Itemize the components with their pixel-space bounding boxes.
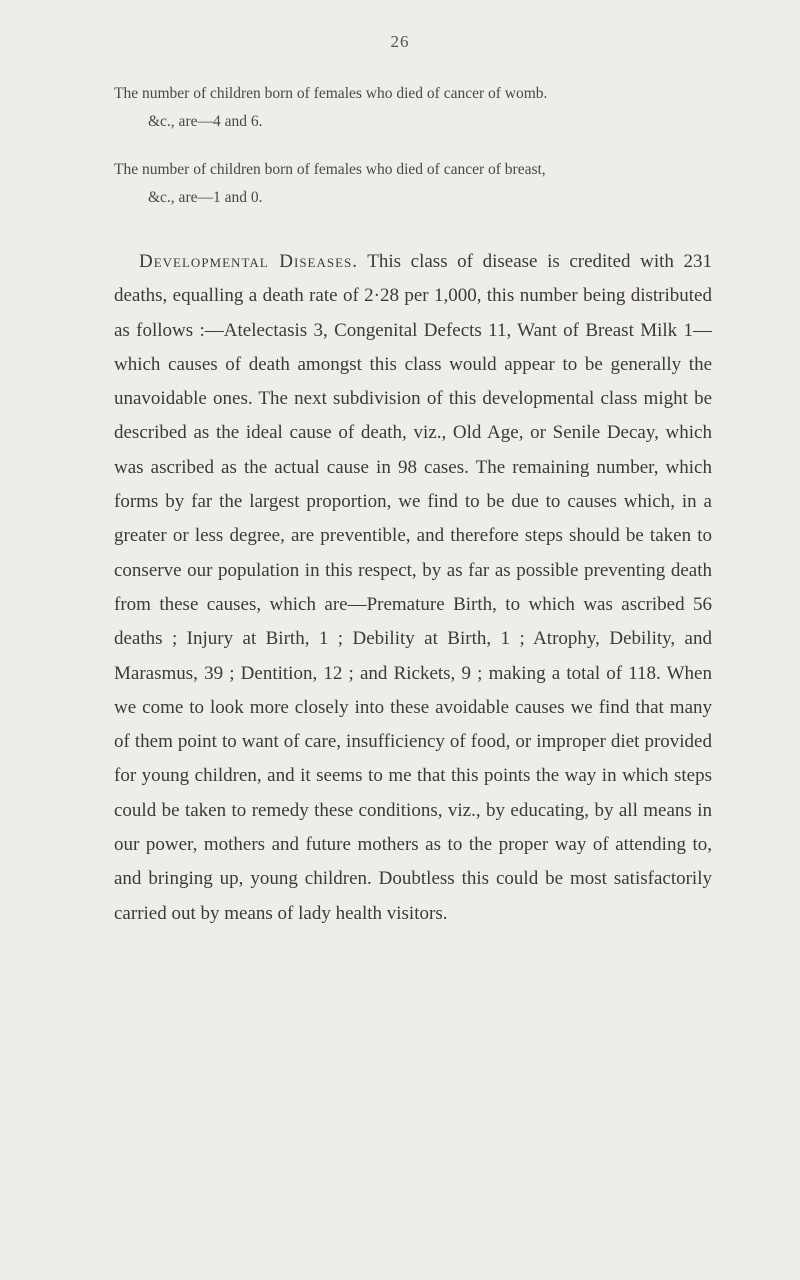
paragraph-text: This class of disease is credited with 231 deaths, equalling a death rate of 2·28 per 1,000, this number being distributed as follows :—Atelectasis 3, Congenital Defects 11, Want of Breast Milk 1—which causes of death amongst this class would appear to be generally the unavoidable ones. The next subdivision of this developmental class might be described as the ideal cause of death, viz., Old Age, or Senile Decay, which was ascribed as the actual cause in 98 cases. The remaining number, which forms by far the largest proportion, we find to be due to causes which, in a greater or less degree, are preventible, and therefore steps should be taken to conserve our population in this respect, by as far as possible preventing death from these causes, which are—Premature Birth, to which was ascribed 56 deaths ; Injury at Birth, 1 ; Debility at Birth, 1 ; Atrophy, Debility, and Marasmus, 39 ; Dentition, 12 ; and Rickets, 9 ; making a total of 118. When we come to look more closely into these avoidable causes we find that many of them point to want of care, insufficiency of food, or improper diet provided for young children, and it seems to me that this points the way in which steps could be taken to remedy these conditions, viz., by educating, by all means in our power, mothers and future mothers as to the proper way of attending to, and bringing up, young children. Doubtless this could be most satisfactorily carried out by means of lady health visitors. (114, 251, 712, 924)
developmental-diseases-paragraph (114, 245, 712, 931)
footnote-line-continued: &c., are—4 and 6. (148, 113, 263, 130)
footnote-line: The number of children born of females who died of cancer of womb. (114, 85, 548, 102)
footnote-cancer-breast (114, 156, 704, 212)
section-heading: Developmental Diseases. (139, 251, 359, 272)
footnote-line: The number of children born of females who died of cancer of breast, (114, 161, 546, 178)
page-number: 26 (390, 32, 410, 51)
footnote-cancer-womb (114, 80, 704, 136)
footnote-line-continued: &c., are—1 and 0. (148, 189, 263, 206)
